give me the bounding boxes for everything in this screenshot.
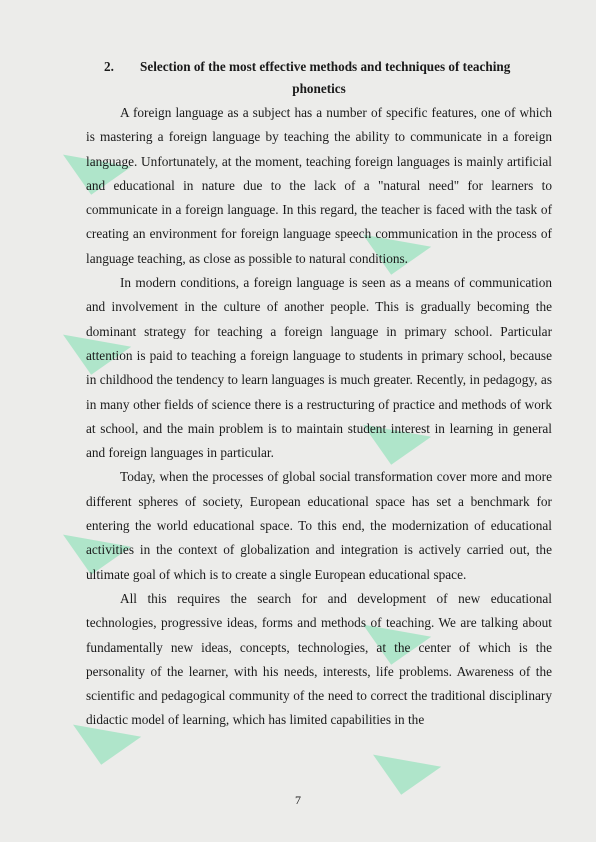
page-number: 7	[295, 793, 301, 807]
watermark-mark: ◣	[363, 712, 446, 802]
watermark-mark: ◣	[353, 192, 436, 282]
section-title-line1: Selection of the most effective methods and techniques of teaching	[140, 59, 511, 74]
paragraph: A foreign language as a subject has a number of specific features, one of which is mastering a foreign language by teaching the ability to communicate in a foreign language. Unfortunately, at the moment, teaching foreign languages is mainly artificial and educational in nature due to the lack of a "natural need" for learners to communicate in a foreign language. In this regard, the teacher is faced with the task of creating an environment for foreign language speech communication in the process of language teaching, as close as possible to natural conditions.	[86, 105, 552, 266]
watermark-mark: ◣	[63, 682, 146, 772]
section-title-line2: phonetics	[292, 81, 346, 96]
watermark-mark: ◣	[53, 112, 136, 202]
paragraph: All this requires the search for and development of new educational technologies, progressive ideas, forms and methods of teaching. We are talking about fundamentally new ideas, concepts, technologies, at the center of which is the personality of the learner, with his needs, interests, life problems. Awareness of the scientific and pedagogical community of the need to correct the traditional disciplinary didactic model of learning, which has limited capabilities in the	[86, 590, 552, 728]
body-text	[86, 101, 552, 733]
section-number: 2.	[104, 59, 114, 74]
watermark-mark: ◣	[353, 382, 436, 472]
watermark-mark: ◣	[53, 292, 136, 382]
paragraph: In modern conditions, a foreign language is seen as a means of communication and involvement in the culture of another people. This is gradually becoming the dominant strategy for teaching a foreign language in primary school. Particular attention is paid to teaching a foreign language to students in primary school, because in childhood the tendency to learn languages is much greater. Recently, in pedagogy, as in many other fields of science there is a restructuring of practice and methods of work at school, and the main problem is to maintain student interest in learning in general and foreign languages in particular.	[86, 275, 552, 461]
watermark-mark: ◣	[53, 492, 136, 582]
paragraph: Today, when the processes of global social transformation cover more and more different spheres of society, European educational space has set a benchmark for entering the world educational space. To this end, the modernization of educational activities in the context of globalization and integration is actively carried out, the ultimate goal of which is to create a single European educational space.	[86, 469, 552, 582]
watermark-mark: ◣	[353, 582, 436, 672]
